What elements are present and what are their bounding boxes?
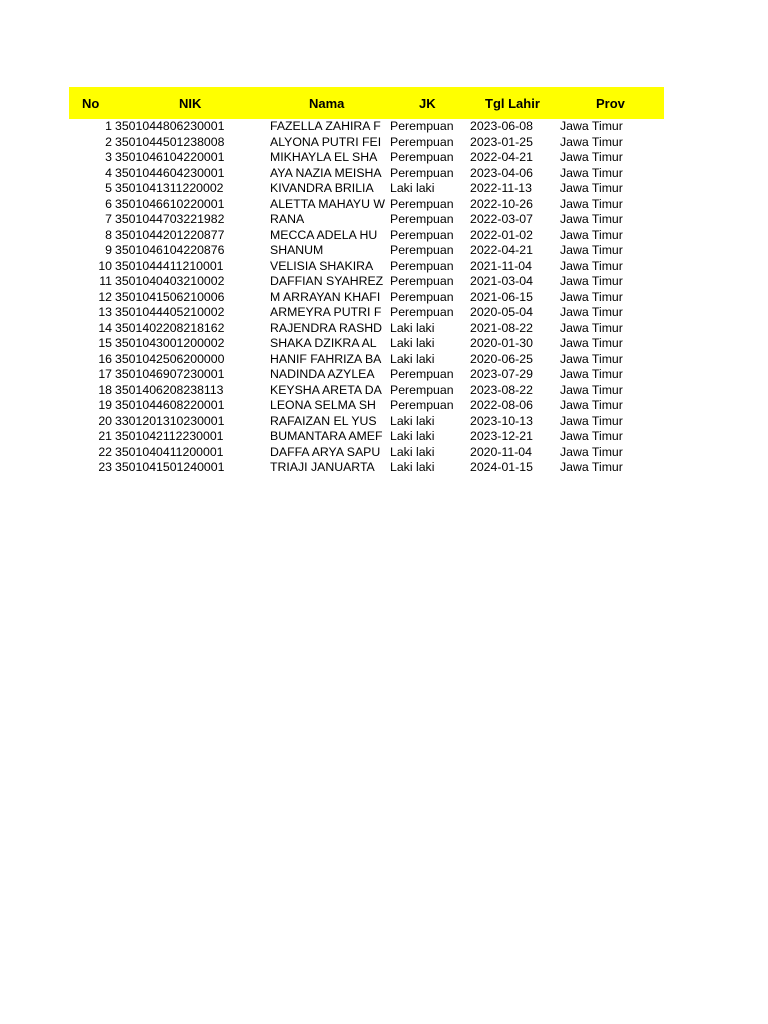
cell-prov: Jawa Timur [560,336,623,350]
cell-nama: RAJENDRA RASHD [270,320,383,335]
cell-no: 13 [98,305,112,319]
cell-jk: Laki laki [390,460,435,474]
cell-nik: 3501041501240001 [115,460,225,474]
cell-jk: Laki laki [390,181,435,195]
cell-tgl-lahir: 2022-10-26 [470,196,533,211]
cell-prov: Jawa Timur [560,243,623,257]
cell-prov: Jawa Timur [560,444,623,459]
cell-nama: FAZELLA ZAHIRA F [270,119,381,133]
cell-jk: Perempuan [390,382,454,397]
cell-nik: 3501041506210006 [115,289,225,304]
table-row [69,367,664,383]
cell-nik: 3501044608220001 [115,398,225,412]
cell-no: 6 [105,196,112,211]
cell-jk: Perempuan [390,305,454,319]
cell-nama: AYA NAZIA MEISHA [270,165,382,180]
table-row [69,398,664,414]
cell-nama: RAFAIZAN EL YUS [270,413,377,428]
cell-jk: Laki laki [390,336,435,350]
cell-prov: Jawa Timur [560,196,623,211]
cell-tgl-lahir: 2021-06-15 [470,289,533,304]
cell-no: 22 [98,444,112,459]
cell-nik: 3501043001200002 [115,336,225,350]
cell-no: 11 [99,274,112,288]
cell-prov: Jawa Timur [560,305,623,319]
cell-jk: Laki laki [390,413,435,428]
cell-nik: 3501044405210002 [115,305,225,319]
cell-no: 16 [98,351,112,366]
cell-no: 15 [98,336,112,350]
cell-jk: Perempuan [390,289,454,304]
table-row [69,259,664,275]
header-no: No [82,96,100,111]
table-row [69,321,664,337]
cell-tgl-lahir: 2023-08-22 [470,382,533,397]
table-row [69,197,664,213]
cell-tgl-lahir: 2021-08-22 [470,320,533,335]
cell-jk: Perempuan [390,165,454,180]
cell-no: 12 [98,289,112,304]
cell-nik: 3501402208218162 [115,320,225,335]
table-row [69,460,664,476]
table-row [69,166,664,182]
cell-no: 18 [98,382,112,397]
cell-tgl-lahir: 2023-07-29 [470,367,533,381]
cell-nama: MECCA ADELA HU [270,227,378,242]
table-header [69,87,664,119]
cell-nama: KIVANDRA BRILIA [270,181,374,195]
cell-no: 10 [98,258,112,273]
cell-no: 14 [98,320,112,335]
cell-nik: 3501042506200000 [115,351,225,366]
table-row [69,305,664,321]
cell-nik: 3501046610220001 [115,196,225,211]
cell-tgl-lahir: 2023-06-08 [470,119,533,133]
cell-prov: Jawa Timur [560,119,623,133]
cell-nama: NADINDA AZYLEA [270,367,375,381]
cell-jk: Perempuan [390,119,454,133]
cell-tgl-lahir: 2020-11-04 [470,444,532,459]
cell-no: 4 [105,165,112,180]
cell-no: 17 [98,367,112,381]
cell-no: 3 [105,150,112,164]
cell-nik: 3501046104220001 [115,150,225,164]
cell-tgl-lahir: 2024-01-15 [470,460,533,474]
table-row [69,135,664,151]
cell-no: 2 [105,134,112,149]
table-row [69,290,664,306]
cell-nama: DAFFA ARYA SAPU [270,444,381,459]
cell-tgl-lahir: 2021-11-04 [470,258,532,273]
cell-nama: SHANUM [270,243,324,257]
cell-jk: Laki laki [390,351,435,366]
cell-prov: Jawa Timur [560,382,623,397]
cell-nik: 3501046104220876 [115,243,225,257]
cell-nama: RANA [270,212,305,226]
cell-nama: KEYSHA ARETA DA [270,382,382,397]
table-row [69,336,664,352]
cell-nik: 3501040403210002 [115,274,225,288]
cell-jk: Perempuan [390,227,454,242]
table-row [69,274,664,290]
cell-nik: 3501406208238113 [115,382,224,397]
cell-nama: ALYONA PUTRI FEI [270,134,382,149]
cell-tgl-lahir: 2022-01-02 [470,227,533,242]
cell-no: 21 [98,429,112,443]
cell-tgl-lahir: 2020-05-04 [470,305,533,319]
cell-prov: Jawa Timur [560,274,623,288]
table-row [69,414,664,430]
cell-no: 19 [98,398,112,412]
cell-tgl-lahir: 2023-12-21 [470,429,533,443]
cell-prov: Jawa Timur [560,289,623,304]
cell-jk: Perempuan [390,212,454,226]
cell-jk: Laki laki [390,320,435,335]
cell-tgl-lahir: 2023-10-13 [470,413,533,428]
cell-nama: TRIAJI JANUARTA [270,460,375,474]
cell-prov: Jawa Timur [560,150,623,164]
cell-prov: Jawa Timur [560,429,623,443]
cell-nama: BUMANTARA AMEF [270,429,383,443]
table-row [69,352,664,368]
cell-jk: Perempuan [390,134,454,149]
cell-tgl-lahir: 2023-01-25 [470,134,533,149]
cell-nik: 3501040411200001 [115,444,224,459]
cell-tgl-lahir: 2022-03-07 [470,212,533,226]
cell-prov: Jawa Timur [560,398,623,412]
header-jk: JK [419,96,436,111]
spreadsheet-table [69,87,664,476]
table-row [69,445,664,461]
table-row [69,429,664,445]
cell-nama: HANIF FAHRIZA BA [270,351,382,366]
cell-no: 1 [105,119,112,133]
cell-nama: SHAKA DZIKRA AL [270,336,377,350]
cell-nama: ARMEYRA PUTRI F [270,305,382,319]
cell-tgl-lahir: 2022-11-13 [470,181,532,195]
cell-nik: 3301201310230001 [115,413,225,428]
cell-nik: 3501044201220877 [115,227,225,242]
cell-jk: Laki laki [390,444,435,459]
cell-nik: 3501046907230001 [115,367,225,381]
cell-tgl-lahir: 2022-04-21 [470,243,533,257]
cell-no: 23 [98,460,112,474]
cell-tgl-lahir: 2023-04-06 [470,165,533,180]
cell-prov: Jawa Timur [560,351,623,366]
cell-prov: Jawa Timur [560,165,623,180]
cell-prov: Jawa Timur [560,460,623,474]
cell-prov: Jawa Timur [560,367,623,381]
cell-nik: 3501041311220002 [115,181,224,195]
cell-prov: Jawa Timur [560,181,623,195]
cell-tgl-lahir: 2020-06-25 [470,351,533,366]
table-row [69,383,664,399]
cell-tgl-lahir: 2022-04-21 [470,150,533,164]
cell-prov: Jawa Timur [560,227,623,242]
cell-nama: ALETTA MAHAYU W [270,196,386,211]
cell-jk: Perempuan [390,367,454,381]
table-row [69,212,664,228]
table-row [69,150,664,166]
cell-no: 9 [105,243,112,257]
cell-prov: Jawa Timur [560,413,623,428]
cell-nama: LEONA SELMA SH [270,398,376,412]
cell-jk: Perempuan [390,274,454,288]
cell-tgl-lahir: 2022-08-06 [470,398,533,412]
header-nik: NIK [179,96,202,111]
cell-nama: DAFFIAN SYAHREZ [270,274,384,288]
table-row [69,243,664,259]
cell-nik: 3501044501238008 [115,134,225,149]
header-tgl-lahir: Tgl Lahir [485,96,540,111]
cell-no: 5 [105,181,112,195]
cell-jk: Perempuan [390,150,454,164]
cell-nik: 3501042112230001 [115,429,224,443]
cell-tgl-lahir: 2021-03-04 [470,274,533,288]
cell-no: 7 [105,212,112,226]
cell-tgl-lahir: 2020-01-30 [470,336,533,350]
table-row [69,181,664,197]
cell-nik: 3501044604230001 [115,165,225,180]
table-body [69,119,664,476]
cell-no: 20 [98,413,112,428]
cell-nama: VELISIA SHAKIRA [270,258,374,273]
cell-nik: 3501044703221982 [115,212,225,226]
cell-nik: 3501044411210001 [115,258,224,273]
cell-no: 8 [105,227,112,242]
cell-jk: Perempuan [390,398,454,412]
cell-jk: Perempuan [390,243,454,257]
cell-jk: Perempuan [390,258,454,273]
table-row [69,228,664,244]
cell-jk: Perempuan [390,196,454,211]
cell-nama: MIKHAYLA EL SHA [270,150,378,164]
header-prov: Prov [596,96,625,111]
table-row [69,119,664,135]
cell-prov: Jawa Timur [560,258,623,273]
cell-jk: Laki laki [390,429,435,443]
cell-prov: Jawa Timur [560,134,623,149]
cell-nik: 3501044806230001 [115,119,225,133]
header-nama: Nama [309,96,345,111]
cell-prov: Jawa Timur [560,212,623,226]
cell-nama: M ARRAYAN KHAFI [270,289,381,304]
cell-prov: Jawa Timur [560,320,623,335]
